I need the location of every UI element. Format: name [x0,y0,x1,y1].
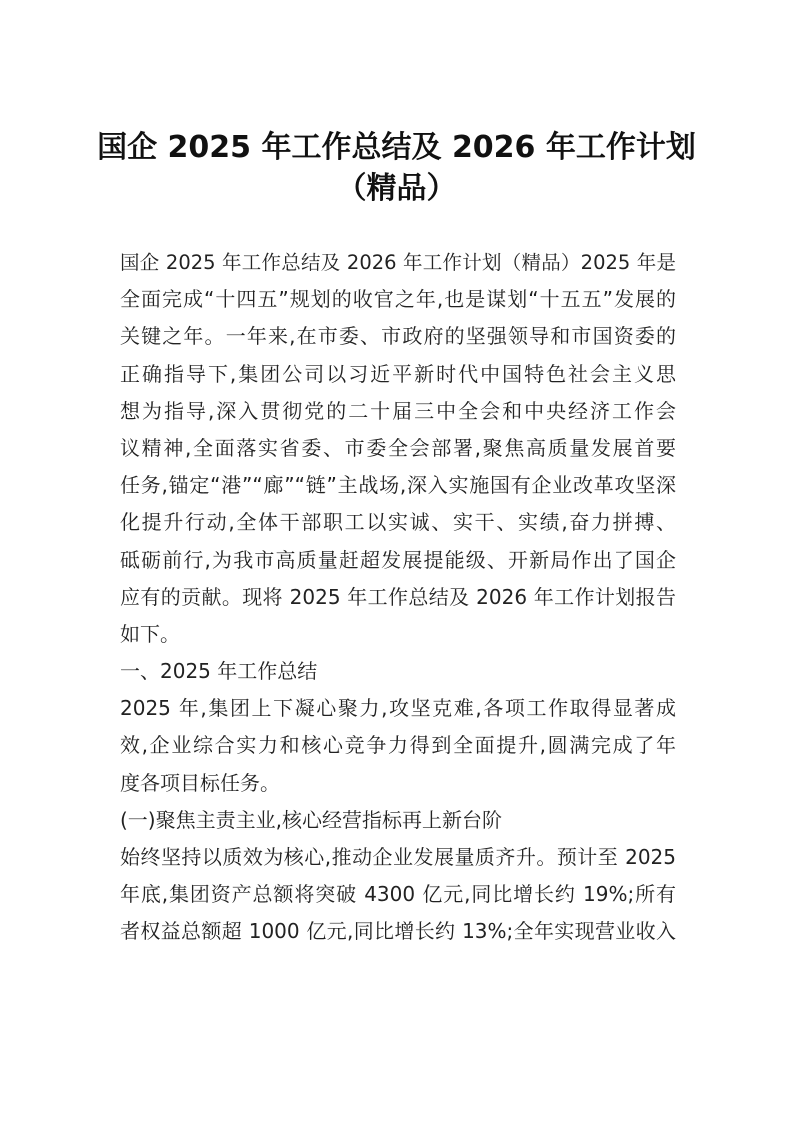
body-line: 砥砺前行,为我市高质量赶超发展提能级、开新局作出了国企 [120,547,676,572]
document-title: 国企 2025 年工作总结及 2026 年工作计划 [97,130,696,165]
body-line: 正确指导下,集团公司以习近平新时代中国特色社会主义思 [120,361,676,386]
body-line: 议精神,全面落实省委、市委全会部署,聚焦高质量发展首要 [120,435,676,460]
body-line: 者权益总额超 1000 亿元,同比增长约 13%;全年实现营业收入 [120,919,676,944]
body-line: 效,企业综合实力和核心竞争力得到全面提升,圆满完成了年 [120,733,676,758]
subsection-heading: (一)聚焦主责主业,核心经营指标再上新台阶 [120,807,502,832]
body-line: 度各项目标任务。 [120,770,280,795]
body-line: 化提升行动,全体干部职工以实诚、实干、实绩,奋力拼搏、 [120,510,676,535]
document-subtitle: （精品） [336,171,457,206]
body-line: 2025 年,集团上下凝心聚力,攻坚克难,各项工作取得显著成 [120,696,676,721]
body-line: 想为指导,深入贯彻党的二十届三中全会和中央经济工作会 [120,398,676,423]
body-line: 全面完成“十四五”规划的收官之年,也是谋划“十五五”发展的 [120,287,676,312]
body-line: 应有的贡献。现将 2025 年工作总结及 2026 年工作计划报告 [120,584,676,609]
document-body [120,244,676,951]
body-line: 任务,锚定“港”“廊”“链”主战场,深入实施国有企业改革攻坚深 [120,473,676,498]
body-line: 国企 2025 年工作总结及 2026 年工作计划（精品）2025 年是 [120,251,676,274]
section-heading: 一、2025 年工作总结 [120,659,318,684]
body-line: 始终坚持以质效为核心,推动企业发展量质齐升。预计至 2025 [120,845,676,869]
body-line: 年底,集团资产总额将突破 4300 亿元,同比增长约 19%;所有 [120,882,676,907]
body-line: 如下。 [120,621,180,646]
body-line: 关键之年。一年来,在市委、市政府的坚强领导和市国资委的 [120,324,676,349]
